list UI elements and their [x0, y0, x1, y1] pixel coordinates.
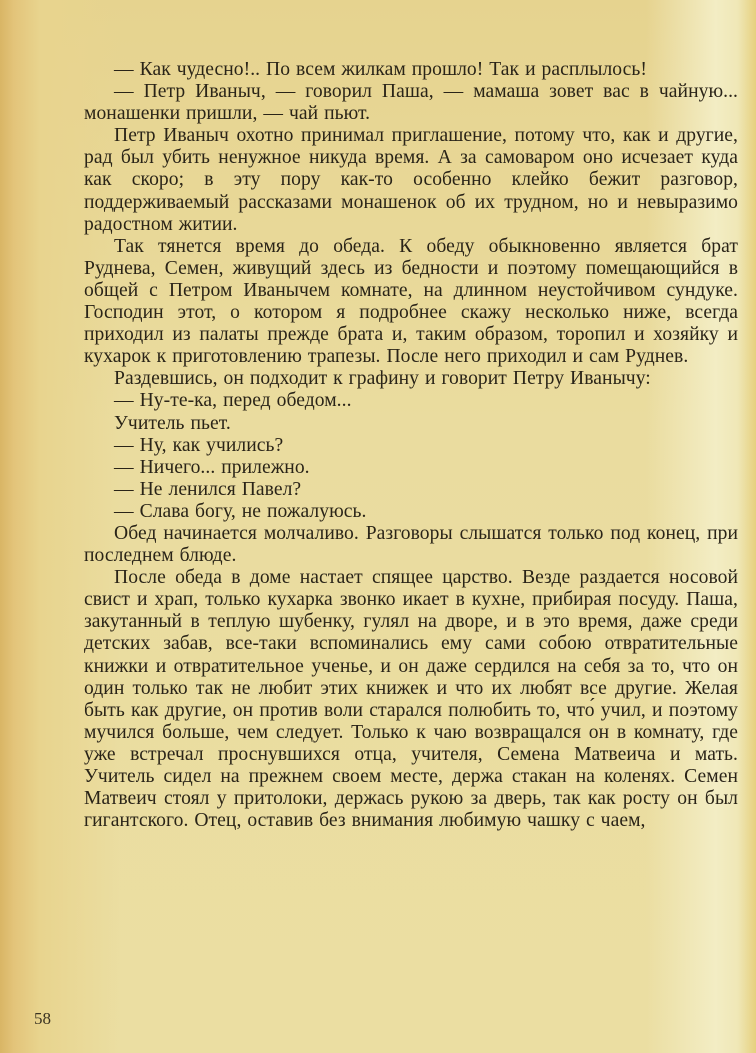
dialogue-line: — Слава богу, не пожалуюсь. [114, 500, 367, 522]
paragraph: Петр Иваныч охотно принимал приглашение, потому что, как и другие, рад был убить ненужное никуда время. А за самоваром оно исчезает куда как скоро; в эту пору как-то особенно клейко бежит разговор, поддерживаемый рассказами монашенок об их трудном, но и невыразимо радостном житии. [84, 125, 738, 235]
paragraph: Так тянется время до обеда. К обеду обыкновенно является брат Руднева, Семен, живущий здесь из бедности и поэтому помещающийся в общей с Петром Иванычем комнате, на длинном неустойчивом сундуке. Господин этот, о котором я подробнее скажу несколько ниже, всегда приходил из палаты прежде брата и, таким образом, торопил и хозяйку и кухарок к приготовлению трапезы. После него приходил и сам Руднев. [84, 235, 738, 368]
page-number: 58 [34, 1009, 51, 1028]
paragraph: Учитель пьет. [114, 412, 231, 434]
paragraph: После обеда в доме настает спящее царство. Везде раздается носовой свист и храп, только кухарка звонко икает в кухне, прибирая посуду. Паша, закутанный в теплую шубенку, гулял на дворе, и в это время, даже среди детских забав, все-таки вспоминались ему сами собою отвратительные книжки и отвратительное ученье, и он даже сердился на себя за то, что он один только так не любит этих книжек и что их любят все другие. Желая быть как другие, он против воли старался полюбить то, что́ учил, и поэтому мучился больше, чем следует. Только к чаю возвращался он в комнату, где уже встречал проснувшихся отца, учителя, Семена Матвеича и мать. Учитель сидел на прежнем своем месте, держа стакан на коленях. Семен Матвеич стоял у притолоки, держась рукою за дверь, так как росту он был гигантского. Отец, оставив без внимания любимую чашку с чаем, [84, 567, 738, 832]
paragraph: Обед начинается молчаливо. Разговоры слышатся только под конец, при последнем блюде. [84, 522, 738, 567]
page-body-text [84, 59, 738, 832]
paragraph: — Как чудесно!.. По всем жилкам прошло! Так и расплылось! [114, 59, 647, 80]
dialogue-line: — Ничего... прилежно. [114, 456, 310, 478]
dialogue-line: — Ну, как учились? [114, 434, 284, 456]
dialogue-line: — Не ленился Павел? [114, 478, 302, 500]
paragraph: Раздевшись, он подходит к графину и говорит Петру Иванычу: [114, 368, 651, 390]
paragraph: — Петр Иваныч, — говорил Паша, — мамаша зовет вас в чайную... монашенки пришли, — чай пьют. [84, 81, 738, 125]
dialogue-line: — Ну-те-ка, перед обедом... [114, 390, 352, 412]
